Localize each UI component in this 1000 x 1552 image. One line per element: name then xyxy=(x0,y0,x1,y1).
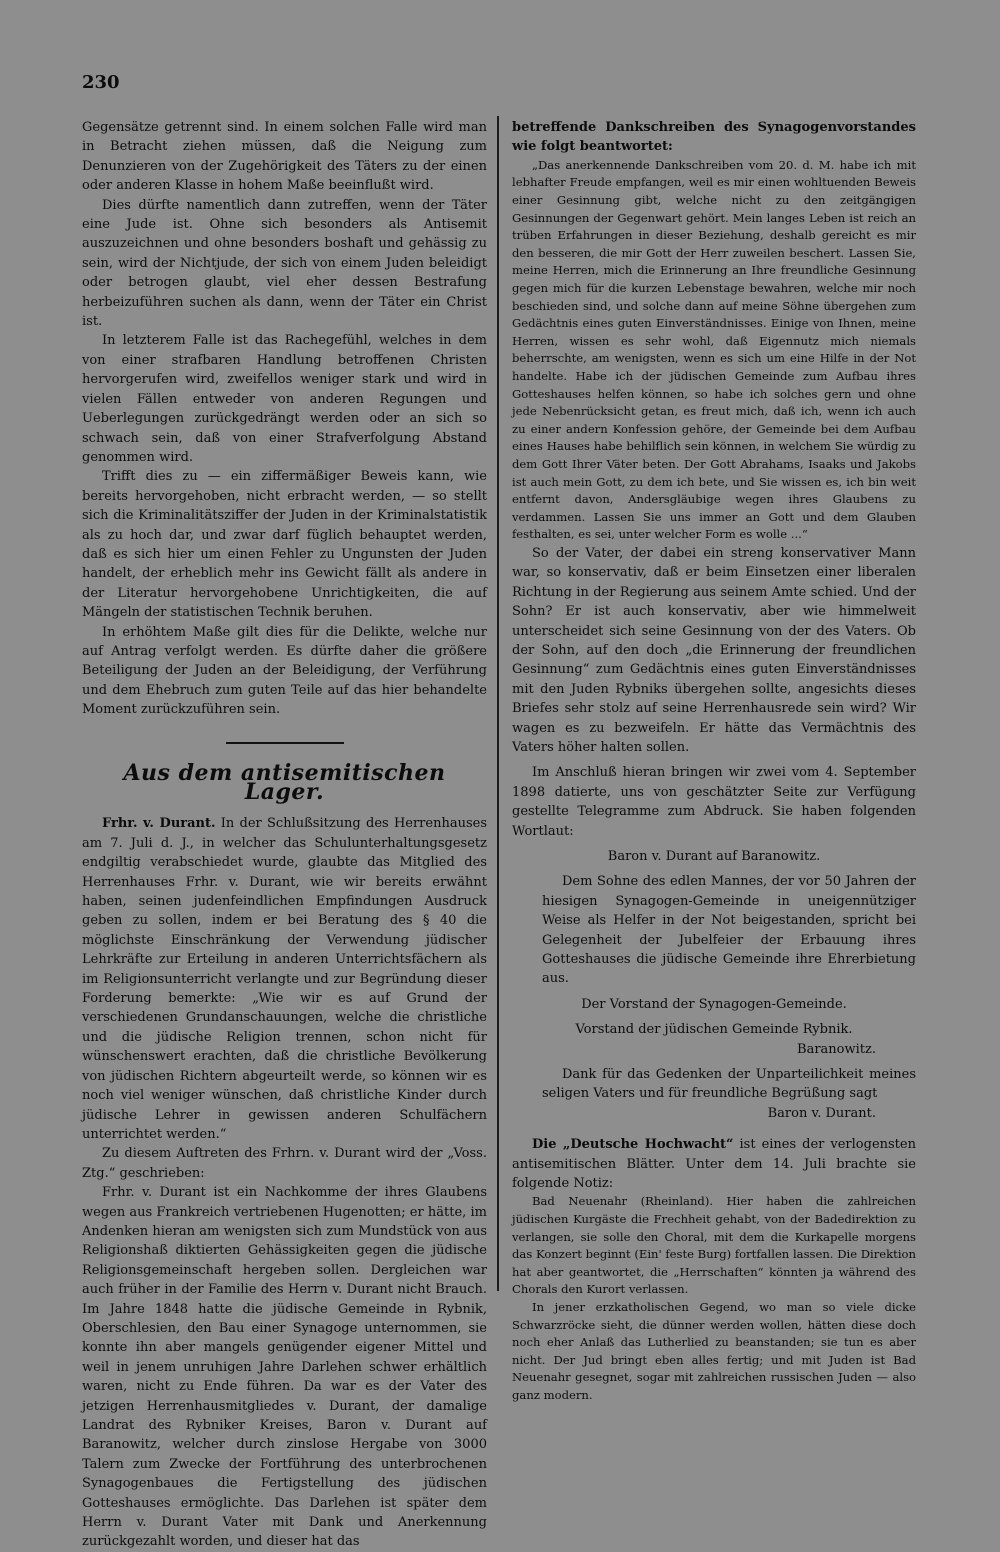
telegram-address: Vorstand der jüdischen Gemeinde Rybnik. xyxy=(575,1022,853,1038)
paragraph: Zu diesem Auftreten des Frhrn. v. Durant wird der „Voss. Ztg.“ geschrieben: xyxy=(82,1146,487,1181)
paragraph-lead: Frhr. v. Durant. xyxy=(102,816,216,832)
paragraph: In letzterem Falle ist das Rachegefühl, welches in dem von einer strafbaren Handlung betroffenen Christen hervorgerufen wird, zweifellos weniger stark und wird in vielen Fällen entweder von anderen Regungen und Ueberlegungen zurückgedrängt werden oder an sich so schwach sein, daß von einer Strafverfolgung Abstand genommen wird. xyxy=(82,333,487,465)
paragraph-lead: Die „Deutsche Hochwacht“ xyxy=(532,1137,734,1153)
section-divider xyxy=(226,742,344,744)
telegram-body: Dem Sohne des edlen Mannes, der vor 50 Jahren der hiesigen Synagogen-Gemeinde in uneigennütziger Weise als Helfer in der Not beigestanden, spricht bei Gelegenheit der Jubelfeier der Erbauung ihres Gotteshauses die jüdische Gemeinde ihre Ehrerbietung aus. xyxy=(542,874,916,987)
letter-quote: „Das anerkennende Dankschreiben vom 20. d. M. habe ich mit lebhafter Freude empfangen, weil es mir einen wohltuenden Beweis einer Gesinnung gibt, welche nicht zu den zeitgängigen Gesinnungen der Gegenwart gehört. Mein langes Leben ist reich an trüben Erfahrungen in dieser Beziehung, deshalb gereicht es mir den besseren, die mir Gott der Herr zuweilen beschert. Lassen Sie, meine Herren, mich die Erinnerung an Ihre freundliche Gesinnung gegen mich für die kurzen Lebenstage bewahren, welche mir noch beschieden sind, und solche dann auf meine Söhne übergehen zum Gedächtnis eines guten Einverständnisses. Einige von Ihnen, meine Herren, wissen es sehr wohl, daß Eigennutz mich niemals beherrschte, am wenigsten, wenn es sich um eine Hilfe in der Not handelte. Habe ich der jüdischen Gemeinde zum Aufbau ihres Gotteshauses helfen können, so habe ich solches gern und ohne jede Nebenrücksicht getan, es freut mich, daß ich, wenn ich auch zu einer andern Konfession gehöre, der Gemeinde bei dem Aufbau eines Hauses habe behilflich sein können, in welchem Sie würdig zu dem Gott Ihrer Väter beten. Der Gott Abrahams, Isaaks und Jakobs ist auch mein Gott, zu dem ich bete, und Sie wissen es, ich bin weit entfernt davon, Andersgläubige wegen ihres Glaubens zu verdammen. Lassen Sie uns immer an Gott und dem Glauben festhalten, es sei, unter welcher Form es wolle ...“ xyxy=(512,157,916,542)
telegram-signature: Baron v. Durant. xyxy=(767,1105,876,1121)
telegram-signature: Der Vorstand der Synagogen-Gemeinde. xyxy=(581,996,847,1012)
telegram-address: Baron v. Durant auf Baranowitz. xyxy=(607,848,821,864)
paragraph: In erhöhtem Maße gilt dies für die Delikte, welche nur auf Antrag verfolgt werden. Es dürfte daher die größere Beteiligung der Juden an der Beleidigung, der Verführung und dem Ehebruch zum guten Teile auf das hier behandelte Moment zurückzuführen sein. xyxy=(82,624,487,718)
paragraph xyxy=(512,1135,916,1193)
paragraph-text: ist eines der verlogensten antisemitischen Blätter. Unter dem 14. Juli brachte sie folgende Notiz: xyxy=(512,1137,916,1192)
paragraph xyxy=(82,814,487,1144)
telegram-place: Baranowitz. xyxy=(797,1041,876,1057)
left-column xyxy=(82,118,487,1552)
paragraph: Gegensätze getrennt sind. In einem solchen Falle wird man in Betracht ziehen müssen, daß die Neigung zum Denunzieren von der Zugehörigkeit des Täters zu der einen oder anderen Klasse in hohem Maße beeinflußt wird. xyxy=(82,120,487,194)
paragraph: Frhr. v. Durant ist ein Nachkomme der ihres Glaubens wegen aus Frankreich vertriebenen Hugenotten; er hätte, im Andenken hieran am wenigsten sich zum Mundstück von aus Religionshaß diktierten Gehässigkeiten gegen die jüdische Religionsgemeinschaft hergeben sollen. Dergleichen war auch früher in der Familie des Herrn v. Durant nicht Brauch. Im Jahre 1848 hatte die jüdische Gemeinde in Rybnik, Oberschlesien, den Bau einer Synagoge unternommen, sie konnte ihn aber mangels genügender eigener Mittel und weil in jenem unruhigen Jahre Darlehen schwer erhältlich waren, nicht zu Ende führen. Da war es der Vater des jetzigen Herrenhausmitgliedes v. Durant, der damalige Landrat des Rybniker Kreises, Baron v. Durant auf Baranowitz, welcher durch zinslose Hergabe von 3000 Talern zum Zwecke der Fortführung des unterbrochenen Synagogenbaues die Fertigstellung des jüdischen Gotteshauses ermöglichte. Das Darlehen ist später dem Herrn v. Durant Vater mit Dank und Anerkennung zurückgezahlt worden, und dieser hat das xyxy=(82,1185,487,1550)
paragraph: Im Anschluß hieran bringen wir zwei vom 4. September 1898 datierte, uns von geschätzter Seite zur Verfügung gestellte Telegramme zum Abdruck. Sie haben folgenden Wortlaut: xyxy=(512,765,916,839)
notice-quote: In jener erzkatholischen Gegend, wo man so viele dicke Schwarzröcke sieht, die dünner werden wollen, hätten diese doch noch eher Anlaß das Lutherlied zu beanstanden; sie tun es aber nicht. Der Jud bringt eben alles fertig; und mit Juden ist Bad Neuenahr gesegnet, sogar mit zahlreichen russischen Juden — also ganz modern. xyxy=(512,1300,916,1402)
paragraph: Trifft dies zu — ein ziffermäßiger Beweis kann, wie bereits hervorgehoben, nicht erbracht werden, — so stellt sich die Kriminalitätsziffer der Juden in der Kriminalstatistik als zu hoch dar, und zwar darf füglich behauptet werden, daß es sich hier um einen Fehler zu Ungunsten der Juden handelt, der erheblich mehr ins Gewicht fällt als andere in der Literatur hervorgehobene Unrichtigkeiten, die auf Mängeln der statistischen Technik beruhen. xyxy=(82,469,487,621)
column-rule xyxy=(497,116,499,1291)
paragraph: So der Vater, der dabei ein streng konservativer Mann war, so konservativ, daß er beim Einsetzen einer liberalen Richtung in der Regierung aus seinem Amte schied. Und der Sohn? Er ist auch konservativ, aber wie himmelweit unterscheidet sich seine Gesinnung von der des Vaters. Ob der Sohn, auf den doch „die Erinnerung der freundlichen Gesinnung“ zum Gedächtnis eines guten Einverständnisses mit den Juden Rybniks übergehen sollte, angesichts dieses Briefes sehr stolz auf seine Herrenhausrede sein wird? Wir wagen es zu bezweifeln. Er hätte das Vermächtnis des Vaters höher halten sollen. xyxy=(512,545,916,755)
paragraph: betreffende Dankschreiben des Synagogenvorstandes wie folgt beantwortet: xyxy=(512,120,916,155)
right-column xyxy=(512,118,916,1405)
section-title: Aus dem antisemitischen Lager. xyxy=(123,759,446,805)
paragraph-text: In der Schlußsitzung des Herrenhauses am 7. Juli d. J., in welcher das Schulunterhaltungsgesetz endgiltig verabschiedet wurde, glaubte das Mitglied des Herrenhauses Frhr. v. Durant, wie wir bereits erwähnt haben, seinen judenfeindlichen Empfindungen Ausdruck geben zu sollen, indem er bei Beratung des § 40 die möglichste Einschränkung der Verwendung jüdischer Lehrkräfte zur Erteilung in anderen Unterrichtsfächern als im Religionsunterricht verlangte und zur Begründung dieser Forderung bemerkte: „Wie wir es auf Grund der verschiedenen Grundanschauungen, welche die christliche und die jüdische Religion trennen, schon nicht für wünschenswert erachten, daß die christliche Bevölkerung von jüdischen Richtern abgeurteilt werde, so können wir es noch viel weniger wünschen, daß christliche Kinder durch jüdische Lehrer in gewissen anderen Schulfächern unterrichtet werden.“ xyxy=(82,816,487,1142)
paragraph: Dies dürfte namentlich dann zutreffen, wenn der Täter eine Jude ist. Ohne sich besonders als Antisemit auszuzeichnen und ohne besonders boshaft und gehässig zu sein, wird der Nichtjude, der sich von einem Juden beleidigt oder betrogen glaubt, viel eher dessen Bestrafung herbeizuführen suchen als dann, wenn der Täter ein Christ ist. xyxy=(82,197,487,330)
notice-quote: Bad Neuenahr (Rheinland). Hier haben die zahlreichen jüdischen Kurgäste die Frechheit gehabt, von der Badedirektion zu verlangen, sie solle den Choral, mit dem die Kurkapelle morgens das Konzert beginnt (Ein' feste Burg) fortfallen lassen. Die Direktion hat aber geantwortet, die „Herrschaften“ könnten ja während des Chorals den Kurort verlassen. xyxy=(512,1194,916,1297)
telegram-body: Dank für das Gedenken der Unparteilichkeit meines seligen Vaters und für freundliche Begrüßung sagt xyxy=(542,1067,916,1102)
page-number: 230 xyxy=(82,72,120,93)
